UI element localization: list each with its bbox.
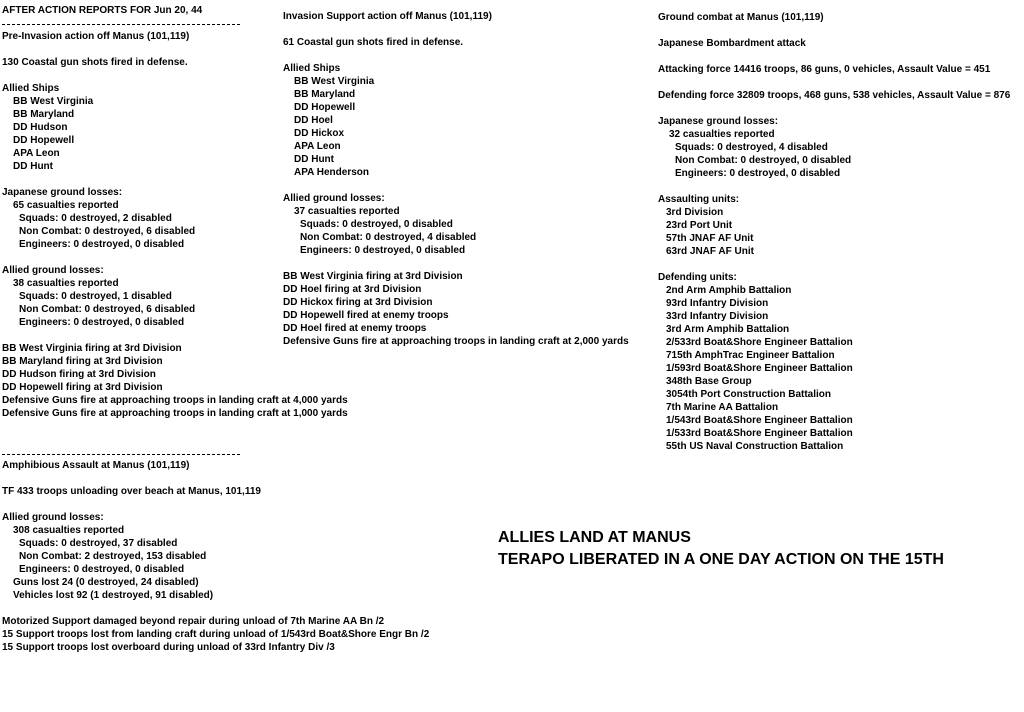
attack-type: Japanese Bombardment attack: [658, 38, 806, 49]
firing-event: Defensive Guns fire at approaching troops in landing craft at 1,000 yards: [2, 408, 348, 419]
unit-item: 55th US Naval Construction Battalion: [666, 441, 844, 452]
ship-item: APA Leon: [294, 141, 341, 152]
headline-line-1: ALLIES LAND AT MANUS: [498, 529, 691, 546]
japanese-losses-label: Japanese ground losses:: [2, 187, 123, 198]
assaulting-units-label: Assaulting units:: [658, 194, 740, 205]
loss-detail: Non Combat: 0 destroyed, 6 disabled: [19, 304, 196, 315]
japanese-casualties: 32 casualties reported: [669, 129, 775, 140]
ship-item: BB West Virginia: [294, 76, 375, 87]
allied-losses-label: Allied ground losses:: [283, 193, 385, 204]
firing-event: Defensive Guns fire at approaching troops in landing craft at 2,000 yards: [283, 336, 629, 347]
firing-event: DD Hoel firing at 3rd Division: [283, 284, 422, 295]
loss-detail: Squads: 0 destroyed, 0 disabled: [300, 219, 453, 230]
ship-item: APA Henderson: [294, 167, 370, 178]
allied-casualties: 308 casualties reported: [13, 525, 125, 536]
ship-item: BB Maryland: [294, 89, 356, 100]
unload-event: 15 Support troops lost from landing craft during unload of 1/543rd Boat&Shore Engr Bn /2: [2, 629, 430, 640]
ship-item: DD Hunt: [294, 154, 334, 165]
coastal-shots: 61 Coastal gun shots fired in defense.: [283, 37, 464, 48]
unit-item: 7th Marine AA Battalion: [666, 402, 779, 413]
allied-losses-label: Allied ground losses:: [2, 265, 104, 276]
japanese-losses-label: Japanese ground losses:: [658, 116, 779, 127]
loss-detail: Non Combat: 0 destroyed, 4 disabled: [300, 232, 477, 243]
unit-item: 63rd JNAF AF Unit: [666, 246, 754, 257]
loss-detail: Squads: 0 destroyed, 2 disabled: [19, 213, 172, 224]
loss-detail: Squads: 0 destroyed, 1 disabled: [19, 291, 172, 302]
allied-ships-label: Allied Ships: [2, 83, 60, 94]
loss-detail: Non Combat: 0 destroyed, 6 disabled: [19, 226, 196, 237]
assault-title: Amphibious Assault at Manus (101,119): [2, 460, 190, 471]
guns-lost: Guns lost 24 (0 destroyed, 24 disabled): [13, 577, 199, 588]
vehicles-lost: Vehicles lost 92 (1 destroyed, 91 disabled): [13, 590, 214, 601]
headline-line-2: TERAPO LIBERATED IN A ONE DAY ACTION ON THE 15TH: [498, 551, 944, 568]
unit-item: 23rd Port Unit: [666, 220, 733, 231]
unit-item: 33rd Infantry Division: [666, 311, 769, 322]
firing-event: BB Maryland firing at 3rd Division: [2, 356, 163, 367]
firing-event: DD Hudson firing at 3rd Division: [2, 369, 156, 380]
unit-item: 2/533rd Boat&Shore Engineer Battalion: [666, 337, 853, 348]
firing-event: BB West Virginia firing at 3rd Division: [2, 343, 182, 354]
firing-event: DD Hoel fired at enemy troops: [283, 323, 427, 334]
ship-item: DD Hickox: [294, 128, 345, 139]
divider: [2, 454, 240, 455]
allied-casualties: 37 casualties reported: [294, 206, 400, 217]
loss-detail: Engineers: 0 destroyed, 0 disabled: [19, 317, 185, 328]
firing-event: BB West Virginia firing at 3rd Division: [283, 271, 463, 282]
unit-item: 3054th Port Construction Battalion: [666, 389, 832, 400]
unit-item: 1/533rd Boat&Shore Engineer Battalion: [666, 428, 853, 439]
ship-item: DD Hudson: [13, 122, 68, 133]
unload-event: 15 Support troops lost overboard during unload of 33rd Infantry Div /3: [2, 642, 335, 653]
ship-item: DD Hunt: [13, 161, 53, 172]
firing-event: Defensive Guns fire at approaching troops in landing craft at 4,000 yards: [2, 395, 348, 406]
defending-units-label: Defending units:: [658, 272, 737, 283]
firing-event: DD Hickox firing at 3rd Division: [283, 297, 433, 308]
invasion-support-title: Invasion Support action off Manus (101,119): [283, 11, 492, 22]
unit-item: 1/543rd Boat&Shore Engineer Battalion: [666, 415, 853, 426]
defending-force: Defending force 32809 troops, 468 guns, 538 vehicles, Assault Value = 876: [658, 90, 1011, 101]
attacking-force: Attacking force 14416 troops, 86 guns, 0 vehicles, Assault Value = 451: [658, 64, 991, 75]
unloading-note: TF 433 troops unloading over beach at Manus, 101,119: [2, 486, 261, 497]
loss-detail: Engineers: 0 destroyed, 0 disabled: [19, 564, 185, 575]
coastal-shots: 130 Coastal gun shots fired in defense.: [2, 57, 188, 68]
loss-detail: Squads: 0 destroyed, 37 disabled: [19, 538, 178, 549]
unit-item: 1/593rd Boat&Shore Engineer Battalion: [666, 363, 853, 374]
loss-detail: Engineers: 0 destroyed, 0 disabled: [675, 168, 841, 179]
report-title: AFTER ACTION REPORTS FOR Jun 20, 44: [2, 5, 203, 16]
ship-item: BB Maryland: [13, 109, 75, 120]
ground-combat-title: Ground combat at Manus (101,119): [658, 12, 824, 23]
loss-detail: Non Combat: 0 destroyed, 0 disabled: [675, 155, 852, 166]
divider: [2, 24, 240, 25]
preinvasion-title: Pre-Invasion action off Manus (101,119): [2, 31, 190, 42]
loss-detail: Non Combat: 2 destroyed, 153 disabled: [19, 551, 207, 562]
unit-item: 348th Base Group: [666, 376, 752, 387]
unit-item: 3rd Arm Amphib Battalion: [666, 324, 790, 335]
ship-item: DD Hoel: [294, 115, 333, 126]
loss-detail: Engineers: 0 destroyed, 0 disabled: [300, 245, 466, 256]
unit-item: 3rd Division: [666, 207, 724, 218]
allied-casualties: 38 casualties reported: [13, 278, 119, 289]
firing-event: DD Hopewell firing at 3rd Division: [2, 382, 163, 393]
firing-event: DD Hopewell fired at enemy troops: [283, 310, 449, 321]
loss-detail: Squads: 0 destroyed, 4 disabled: [675, 142, 828, 153]
ship-item: DD Hopewell: [13, 135, 75, 146]
unit-item: 2nd Arm Amphib Battalion: [666, 285, 792, 296]
unit-item: 57th JNAF AF Unit: [666, 233, 754, 244]
japanese-casualties: 65 casualties reported: [13, 200, 119, 211]
unit-item: 715th AmphTrac Engineer Battalion: [666, 350, 835, 361]
ship-item: APA Leon: [13, 148, 60, 159]
loss-detail: Engineers: 0 destroyed, 0 disabled: [19, 239, 185, 250]
ship-item: DD Hopewell: [294, 102, 356, 113]
unload-event: Motorized Support damaged beyond repair during unload of 7th Marine AA Bn /2: [2, 616, 385, 627]
allied-ships-label: Allied Ships: [283, 63, 341, 74]
unit-item: 93rd Infantry Division: [666, 298, 769, 309]
ship-item: BB West Virginia: [13, 96, 94, 107]
allied-losses-label: Allied ground losses:: [2, 512, 104, 523]
